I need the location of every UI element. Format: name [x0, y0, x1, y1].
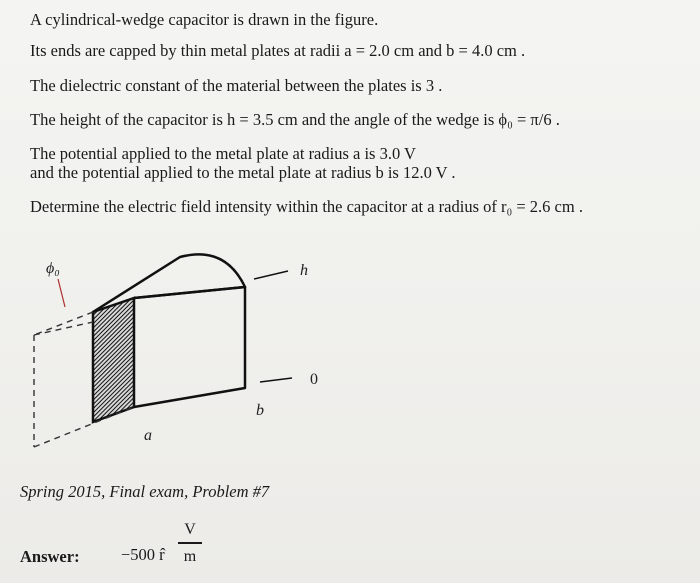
fraction-bar [178, 542, 202, 544]
capacitor-wedge-figure [20, 235, 350, 465]
b-label: b [256, 402, 264, 419]
problem-line-4: The height of the capacitor is h = 3.5 cm and the angle of the wedge is ϕ₀ = π/6 . [30, 110, 560, 129]
problem-line-3: The dielectric constant of the material between the plates is 3 . [30, 76, 443, 95]
inner-plate-a [93, 298, 134, 422]
problem-line-2: Its ends are capped by thin metal plates at radii a = 2.0 cm and b = 4.0 cm . [30, 41, 526, 60]
zero-tick [260, 378, 292, 382]
phi-marker-line [58, 279, 65, 307]
outer-face [134, 287, 245, 407]
phi-label: ϕ₀ [46, 260, 60, 277]
h-tick [254, 271, 288, 279]
a-label: a [144, 427, 152, 444]
problem-line-5: The potential applied to the metal plate at radius a is 3.0 V [30, 144, 416, 163]
unit-numerator: V [184, 521, 196, 538]
unit-denominator: m [183, 547, 197, 565]
problem-line-1: A cylindrical-wedge capacitor is drawn in the figure. [30, 10, 379, 29]
problem-source: Spring 2015, Final exam, Problem #7 [20, 482, 270, 501]
problem-line-6: and the potential applied to the metal plate at radius b is 12.0 V . [30, 163, 456, 182]
answer-unit-fraction [178, 520, 202, 567]
answer-label: Answer: [20, 547, 80, 566]
answer-value: −500 r̂ [121, 545, 165, 564]
h-label: h [300, 262, 308, 279]
zero-label: 0 [310, 371, 318, 388]
problem-line-7: Determine the electric field intensity within the capacitor at a radius of r₀ = 2.6 cm . [30, 197, 583, 216]
